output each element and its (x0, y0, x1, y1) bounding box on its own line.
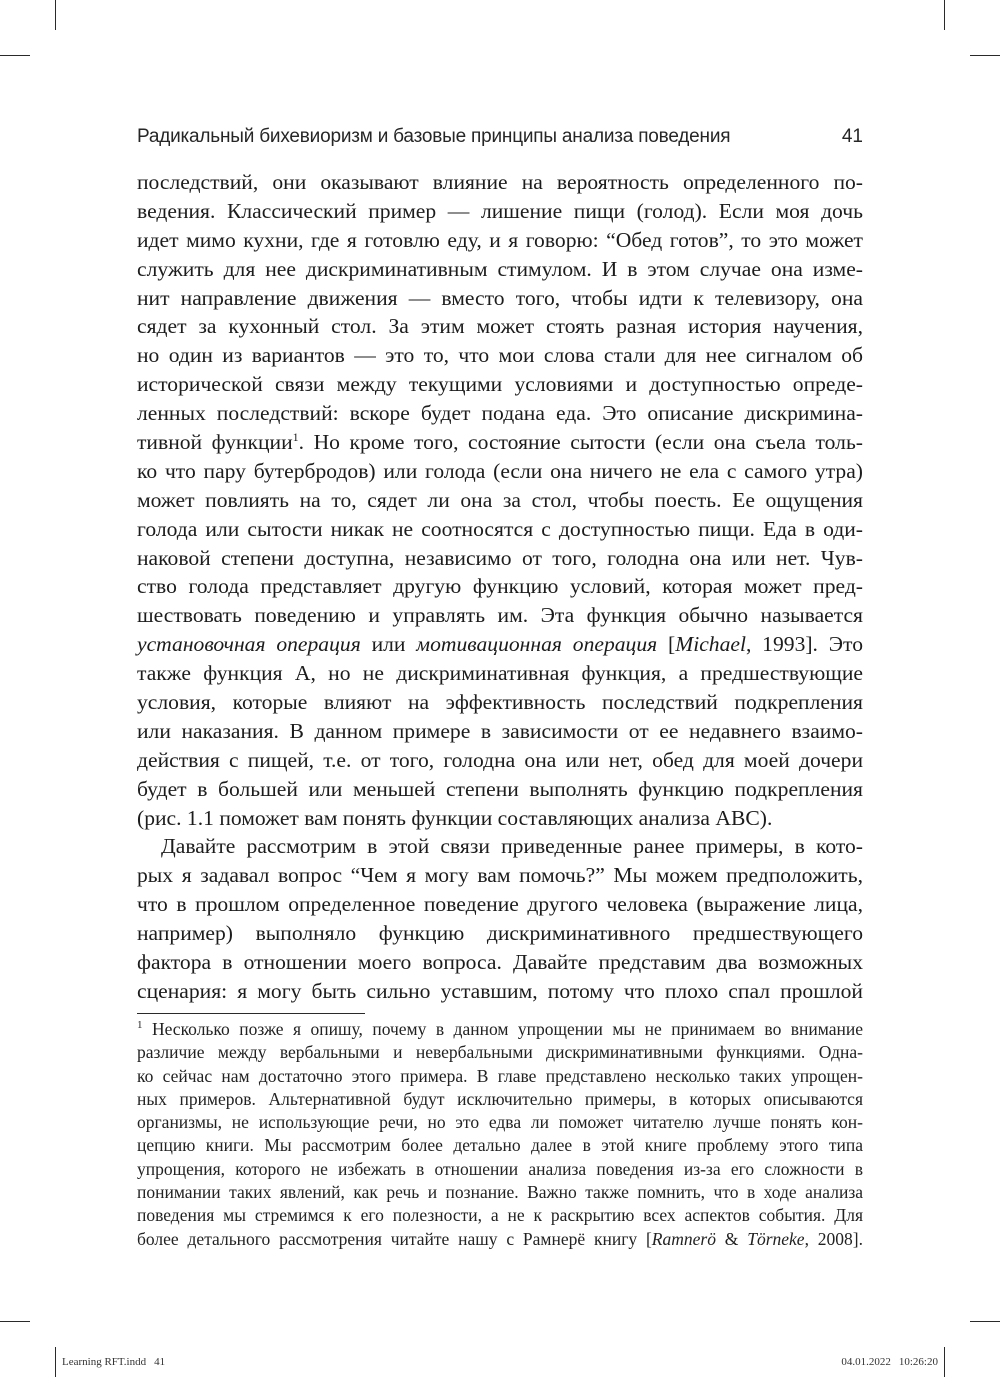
text-fragment: , 1993]. Это (745, 632, 863, 657)
text-line: будет в большей или меньшей степени выполнять функцию подкрепления (137, 776, 863, 801)
crop-mark (0, 1321, 30, 1322)
text-line: рых я задавал вопрос “Чем я могу вам помочь?” Мы можем предположить, (137, 863, 863, 888)
footnote-text: Несколько позже я опишу, почему в данном упрощении мы не принимаем во внимание (142, 1019, 863, 1039)
text-line: также функция А, но не дискриминативная функция, а предшествующие (137, 661, 863, 686)
text-fragment: или (360, 632, 417, 657)
text-line: нит направление движения — вместо того, чтобы идти к телевизору, она (137, 285, 863, 310)
footnote-marker: 1 (137, 1019, 143, 1032)
text-line: что в прошлом определенное поведение другого человека (выражение лица, (137, 892, 863, 917)
slug-file (62, 1356, 165, 1368)
text-line: сценария: я могу быть сильно уставшим, потому что плохо спал прошлой (137, 978, 863, 1003)
footnote (137, 1018, 863, 1251)
text-fragment: [ (657, 632, 676, 657)
text-line: наковой степени доступна, независимо от того, голодна она или нет. Чув- (137, 545, 863, 570)
footnote-line: различие между вербальными и невербальными дискриминативными функциями. Одна- (137, 1042, 863, 1063)
crop-mark (0, 55, 30, 56)
text-line: ленных последствий: вскоре будет подана еда. Это описание дискримина- (137, 401, 863, 426)
crop-mark (944, 0, 945, 30)
footnote-line: ных примеров. Альтернативной будут исключительно примеры, в которых описываются (137, 1088, 863, 1109)
crop-mark (970, 1321, 1000, 1322)
paragraph-first-line: Давайте рассмотрим в этой связи приведенные ранее примеры, в кото- (161, 834, 863, 859)
running-header (137, 122, 863, 152)
slug-filename: Learning RFT.indd (62, 1356, 147, 1368)
crop-mark (55, 0, 56, 30)
crop-mark (970, 55, 1000, 56)
citation-author: Törneke (747, 1228, 805, 1249)
text-line: (рис. 1.1 поможет вам понять функции составляющих анализа ABC). (137, 805, 773, 830)
text-line: ство голода представляет другую функцию условий, которая может пред- (137, 574, 863, 599)
footnote-line (137, 1018, 863, 1041)
text-line: или наказания. В данном примере в зависимости от ее недавнего взаимо- (137, 718, 863, 743)
text-line-italic-terms (137, 630, 863, 659)
footnote-line: цепцию книги. Мы рассмотрим более детально далее в этой книге проблему этого типа (137, 1135, 863, 1156)
text-fragment: & (715, 1228, 748, 1249)
citation-author: Ramnerö (651, 1228, 716, 1249)
footnote-line-last (137, 1228, 863, 1251)
text-line: идет мимо кухни, где я готовлю еду, и я говорю: “Обед готов”, то это может (137, 227, 863, 252)
text-fragment: , 2008]. (804, 1228, 863, 1249)
text-line: может повлиять на то, сядет ли она за стол, чтобы поесть. Ее ощущения (137, 487, 863, 512)
text-line: но один из вариантов — это то, что мои слова стали для нее сигналом об (137, 343, 863, 368)
slug-timestamp (841, 1356, 938, 1368)
running-header-title: Радикальный бихевиоризм и базовые принципы анализа поведения (137, 126, 731, 147)
slug-time: 10:26:20 (898, 1356, 938, 1368)
text-line: шествовать поведению и управлять им. Эта функция обычно называется (137, 603, 863, 628)
footnote-line: организмы, не использующие речи, но это едва ли поможет читателю лучше понять кон- (137, 1112, 863, 1133)
text-line: голода или сытости никак не соотносятся с доступностью пищи. Еда в оди- (137, 516, 863, 541)
text-line: сядет за кухонный стол. За этим может стоять разная история научения, (137, 314, 863, 339)
footnote-line: понимании таких явлений, как речь и познание. Важно также помнить, что в ходе анализа (137, 1182, 863, 1203)
text-fragment: более детального рассмотрения читайте нашу с Рамнерё книгу [ (137, 1228, 652, 1249)
text-line: тивной функции$^1$. Но кроме того, состояние сытости (если она съела толь- (137, 429, 863, 455)
text-line: ведения. Классический пример — лишение пищи (голод). Если моя дочь (137, 198, 863, 223)
text-line: служить для нее дискриминативным стимулом. И в этом случае она изме- (137, 256, 863, 281)
text-line: например) выполняло функцию дискриминативного предшествующего (137, 921, 863, 946)
body-text (137, 168, 863, 1006)
footnote-reference: 1 (292, 429, 299, 444)
text-line: фактора в отношении моего вопроса. Давайте представим два возможных (137, 950, 863, 975)
footnote-line: упрощения, которого не избежать в отношении анализа поведения из-за его сложности в (137, 1158, 863, 1179)
crop-mark (55, 1347, 56, 1377)
citation-author: Michael (675, 632, 746, 657)
term-setting-operation: установочная операция (137, 632, 361, 657)
footnote-line: поведения мы стремимся к его полезности, а не к раскрытию всех аспектов события. Для (137, 1205, 863, 1226)
footnote-line: ко сейчас нам достаточно этого примера. В главе представлено несколько таких упрощен- (137, 1065, 863, 1086)
text-line: последствий, они оказывают влияние на вероятность определенного по- (137, 170, 863, 194)
term-motivating-operation: мотивационная операция (416, 632, 658, 657)
text-line: действия с пищей, т.е. от того, голодна она или нет, обед для моей дочери (137, 747, 863, 772)
text-line: ко что пару бутербродов) или голода (если она ничего не ела с самого утра) (137, 458, 863, 483)
text-line: исторической связи между текущими условиями и доступностью опреде- (137, 372, 863, 397)
text-line: условия, которые влияют на эффективность последствий подкрепления (137, 690, 863, 715)
footnote-rule (137, 1013, 365, 1014)
crop-mark (944, 1347, 945, 1377)
slug-page: 41 (154, 1356, 166, 1368)
slug-date: 04.01.2022 (841, 1356, 891, 1368)
page-number: 41 (841, 126, 863, 147)
